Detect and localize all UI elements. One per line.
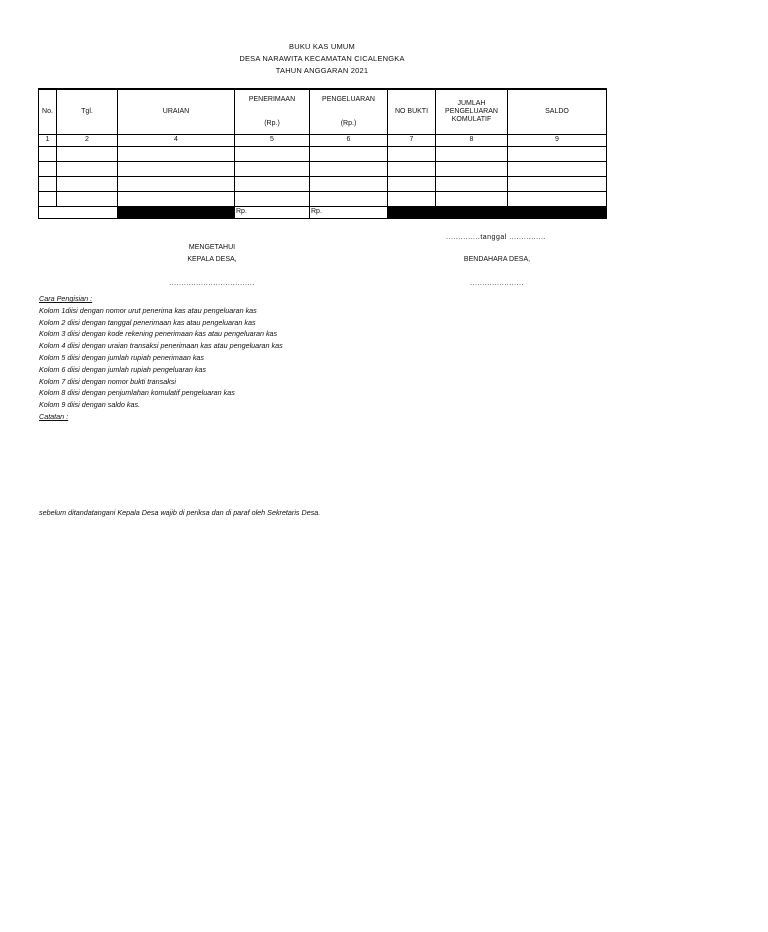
table-row [39,162,607,177]
kepala-desa-label: KEPALA DESA, [187,256,237,263]
table-cell [436,162,508,177]
penerimaan-label: PENERIMAAN [248,96,296,103]
column-number: 7 [388,135,436,147]
table-cell [235,192,310,207]
table-cell [235,162,310,177]
instruction-item: Kolom 1diisi dengan nomor urut penerima kas atau pengeluaran kas [39,305,257,315]
footer-note: sebelum ditandatangani Kepala Desa wajib di periksa dan di paraf oleh Sekretaris Desa. [39,508,321,517]
table-cell [508,147,607,162]
table-cell [436,177,508,192]
col-header-no: No. [39,89,57,135]
table-cell [57,147,118,162]
table-cell [118,177,235,192]
column-number: 2 [57,135,118,147]
table-row [39,147,607,162]
table-cell [508,192,607,207]
table-row [39,192,607,207]
table-header-row [39,89,607,135]
table-cell [57,162,118,177]
column-number: 4 [118,135,235,147]
instruction-item: Kolom 4 diisi dengan uraian transaksi penerimaan kas atau pengeluaran kas [39,341,283,351]
instruction-item: Kolom 3 diisi dengan kode rekening penerimaan kas atau pengeluaran kas [39,329,278,339]
col-header-uraian: URAIAN [118,89,235,135]
fiscal-year: TAHUN ANGGARAN 2021 [275,66,369,75]
total-row [39,207,607,219]
table-cell [310,162,388,177]
pengeluaran-unit: (Rp.) [340,119,357,127]
column-number-row [39,135,607,147]
village-name: DESA NARAWITA KECAMATAN CICALENGKA [239,54,405,63]
table-cell [39,162,57,177]
col-header-penerimaan [235,89,310,135]
col-header-tgl: Tgl. [57,89,118,135]
instruction-item: Kolom 7 diisi dengan nomor bukti transaksi [39,376,177,386]
total-black-cell [388,207,607,219]
column-number: 1 [39,135,57,147]
table-cell [388,177,436,192]
table-cell [310,177,388,192]
table-cell [388,147,436,162]
column-number: 9 [508,135,607,147]
table-cell [118,162,235,177]
document-title: BUKU KAS UMUM [289,42,355,51]
instructions-block [39,293,283,423]
total-black-cell [118,207,235,219]
table-cell [39,192,57,207]
col-header-pengeluaran [310,89,388,135]
table-cell [436,147,508,162]
instruction-item: Kolom 5 diisi dengan jumlah rupiah penerimaan kas [39,352,205,362]
mengetahui-label: MENGETAHUI [188,244,236,251]
bendahara-signature-line: ...................... [470,280,524,287]
total-pengeluaran: Rp. [310,207,388,219]
instruction-item: Kolom 6 diisi dengan jumlah rupiah pengeluaran kas [39,364,207,374]
jumlah-line3: KOMULATIF [451,116,492,124]
table-cell [39,177,57,192]
table-cell [310,147,388,162]
table-cell [235,147,310,162]
table-cell [57,177,118,192]
instruction-item: Kolom 8 diisi dengan penjumlahan komulatif pengeluaran kas [39,388,235,398]
instruction-item: Kolom 2 diisi dengan tanggal penerimaan kas atau pengeluaran kas [39,317,256,327]
table-cell [310,192,388,207]
cash-book-table [38,88,607,219]
column-number: 6 [310,135,388,147]
jumlah-line2: PENGELUARAN [445,107,498,115]
column-number: 5 [235,135,310,147]
jumlah-line1: JUMLAH [457,99,486,107]
date-line: ..............tanggal ............... [446,234,546,241]
total-penerimaan: Rp. [235,207,310,219]
table-cell [118,147,235,162]
table-cell [39,147,57,162]
total-blank-cell [39,207,118,219]
col-header-saldo: SALDO [508,89,607,135]
instructions-heading: Cara Pengisian : [39,294,93,303]
table-cell [118,192,235,207]
table-cell [508,177,607,192]
kepala-desa-signature-line: ................................... [169,280,255,287]
col-header-jumlah [436,89,508,135]
instruction-item: Kolom 9 diisi dengan saldo kas. [39,400,141,410]
penerimaan-unit: (Rp.) [264,119,280,127]
table-row [39,177,607,192]
table-cell [57,192,118,207]
notes-heading: Catatan : [39,411,69,421]
bendahara-desa-label: BENDAHARA DESA, [463,256,531,263]
column-number: 8 [436,135,508,147]
table-cell [388,192,436,207]
table-cell [508,162,607,177]
table-cell [436,192,508,207]
pengeluaran-label: PENGELUARAN [322,96,375,103]
table-cell [388,162,436,177]
table-cell [235,177,310,192]
col-header-no-bukti: NO BUKTI [388,89,436,135]
